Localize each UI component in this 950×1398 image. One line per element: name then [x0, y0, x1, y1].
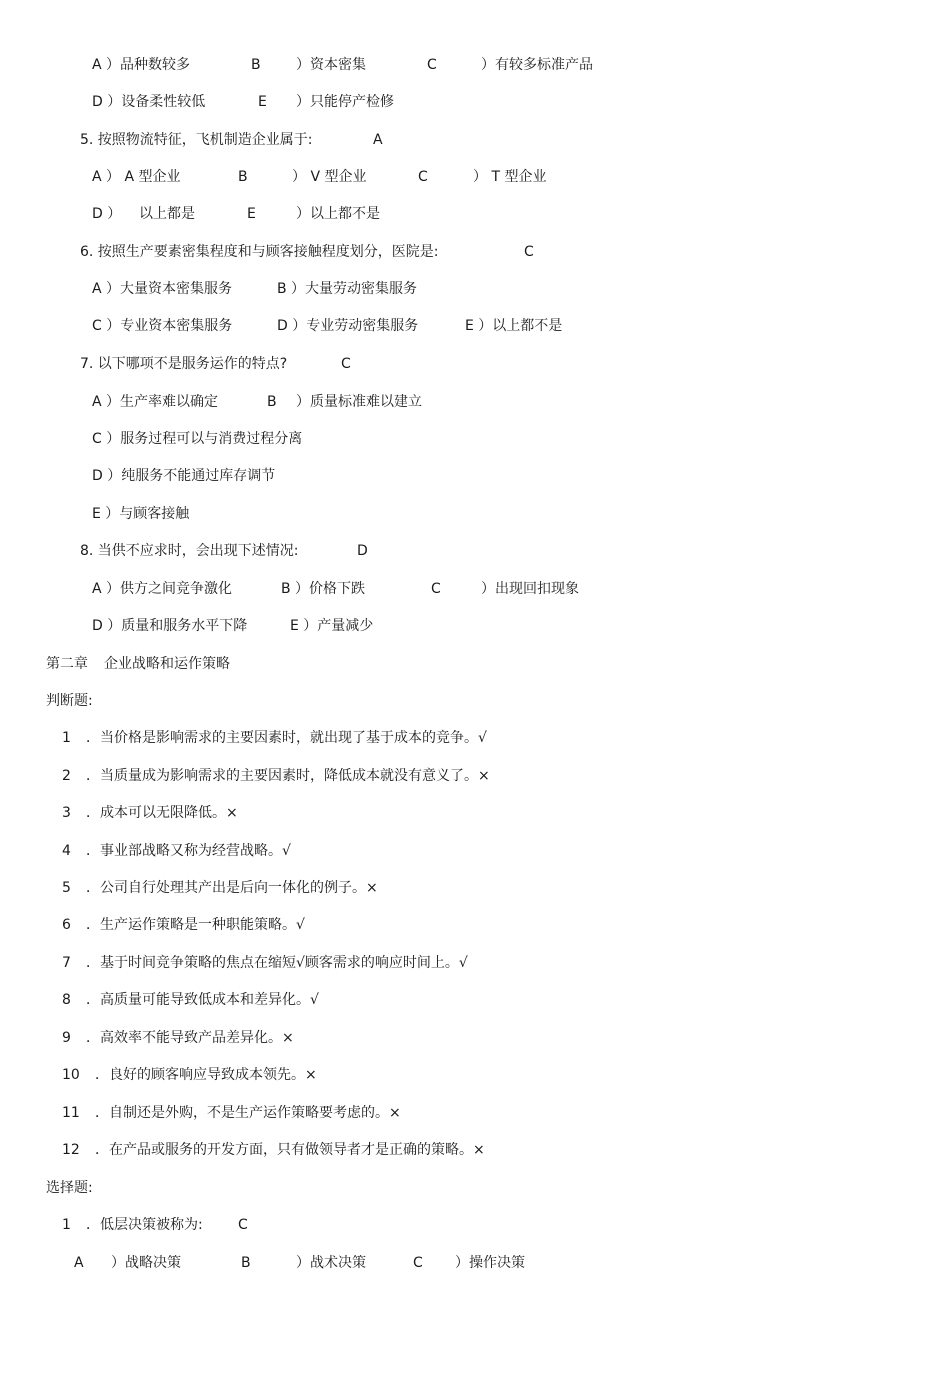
- item-text: ．高质量可能导致低成本和差异化。√: [86, 992, 319, 1008]
- item-text: ．当价格是影响需求的主要因素时，就出现了基于成本的竞争。√: [86, 730, 487, 746]
- item-text: ．良好的顾客响应导致成本领先。×: [95, 1067, 317, 1083]
- question-text: 7. 以下哪项不是服务运作的特点?: [80, 356, 288, 372]
- item-number: 1: [62, 730, 71, 746]
- option-text: E ）产量减少: [290, 618, 374, 634]
- item-number: 3: [62, 805, 71, 821]
- question-text: 5. 按照物流特征，飞机制造企业属于:: [80, 132, 313, 148]
- item-number: 6: [62, 917, 71, 933]
- section-title: 判断题:: [46, 693, 93, 709]
- item-text: ．公司自行处理其产出是后向一体化的例子。×: [86, 880, 378, 896]
- item-number: 10: [62, 1067, 80, 1083]
- item-number: 7: [62, 955, 71, 971]
- question-text: 8. 当供不应求时，会出现下述情况:: [80, 543, 299, 559]
- option-text: A ）生产率难以确定: [92, 394, 219, 410]
- option-text: C ）专业资本密集服务: [92, 318, 233, 334]
- option-letter: B: [238, 169, 248, 185]
- item-number: 4: [62, 843, 71, 859]
- option-text: ） T 型企业: [473, 169, 547, 185]
- option-text: E ）以上都不是: [465, 318, 563, 334]
- option-text: ）战术决策: [296, 1255, 366, 1271]
- item-text: ．事业部战略又称为经营战略。√: [86, 843, 291, 859]
- item-text: ．基于时间竞争策略的焦点在缩短√顾客需求的响应时间上。√: [86, 955, 468, 971]
- option-text: A ） A 型企业: [92, 169, 181, 185]
- option-text: A ）大量资本密集服务: [92, 281, 233, 297]
- answer-letter: C: [524, 244, 534, 260]
- answer-letter: C: [341, 356, 351, 372]
- option-letter: C: [431, 581, 441, 597]
- option-letter: E: [247, 206, 256, 222]
- chapter-number: 第二章: [46, 656, 88, 672]
- item-number: 12: [62, 1142, 80, 1158]
- option-text: D ）质量和服务水平下降: [92, 618, 248, 634]
- option-text: A ）供方之间竞争激化: [92, 581, 233, 597]
- option-text: D ）: [92, 206, 122, 222]
- option-text: ） V 型企业: [292, 169, 367, 185]
- option-text: D ）纯服务不能通过库存调节: [92, 468, 276, 484]
- option-text: ）操作决策: [455, 1255, 525, 1271]
- option-text: D ）专业劳动密集服务: [277, 318, 419, 334]
- item-number: 8: [62, 992, 71, 1008]
- item-number: 5: [62, 880, 71, 896]
- item-text: ．在产品或服务的开发方面，只有做领导者才是正确的策略。×: [95, 1142, 485, 1158]
- chapter-title: 企业战略和运作策略: [104, 656, 230, 672]
- option-text: 以上都是: [139, 206, 195, 222]
- option-line: [0, 1254, 525, 1398]
- item-text: ．自制还是外购，不是生产运作策略要考虑的。×: [95, 1105, 401, 1121]
- option-letter: B: [267, 394, 277, 410]
- option-letter: C: [427, 57, 437, 73]
- option-text: D ）设备柔性较低: [92, 94, 206, 110]
- option-text: ）出现回扣现象: [481, 581, 579, 597]
- item-text: ．生产运作策略是一种职能策略。√: [86, 917, 305, 933]
- item-number: 1: [62, 1217, 71, 1233]
- answer-letter: A: [373, 132, 383, 148]
- option-text: ）有较多标准产品: [481, 57, 593, 73]
- option-text: ）资本密集: [296, 57, 366, 73]
- option-letter: C: [418, 169, 428, 185]
- option-text: ）只能停产检修: [296, 94, 394, 110]
- question-text: ．低层决策被称为:: [86, 1217, 203, 1233]
- option-letter: B: [251, 57, 261, 73]
- option-text: ）战略决策: [111, 1255, 181, 1271]
- item-text: ．成本可以无限降低。×: [86, 805, 238, 821]
- answer-letter: C: [238, 1217, 248, 1233]
- option-text: B ）价格下跌: [281, 581, 366, 597]
- item-number: 9: [62, 1030, 71, 1046]
- option-text: B ）大量劳动密集服务: [277, 281, 418, 297]
- item-number: 11: [62, 1105, 80, 1121]
- option-text: C ）服务过程可以与消费过程分离: [92, 431, 303, 447]
- option-text: ）质量标准难以建立: [296, 394, 422, 410]
- option-letter: A: [74, 1255, 84, 1271]
- item-number: 2: [62, 768, 71, 784]
- section-title: 选择题:: [46, 1180, 93, 1196]
- question-text: 6. 按照生产要素密集程度和与顾客接触程度划分，医院是:: [80, 244, 439, 260]
- option-letter: B: [241, 1255, 251, 1271]
- option-text: ）以上都不是: [296, 206, 380, 222]
- item-text: ．当质量成为影响需求的主要因素时，降低成本就没有意义了。×: [86, 768, 490, 784]
- item-text: ．高效率不能导致产品差异化。×: [86, 1030, 294, 1046]
- answer-letter: D: [357, 543, 368, 559]
- option-text: A ）品种数较多: [92, 57, 191, 73]
- option-letter: E: [258, 94, 267, 110]
- option-text: E ）与顾客接触: [92, 506, 190, 522]
- option-letter: C: [413, 1255, 423, 1271]
